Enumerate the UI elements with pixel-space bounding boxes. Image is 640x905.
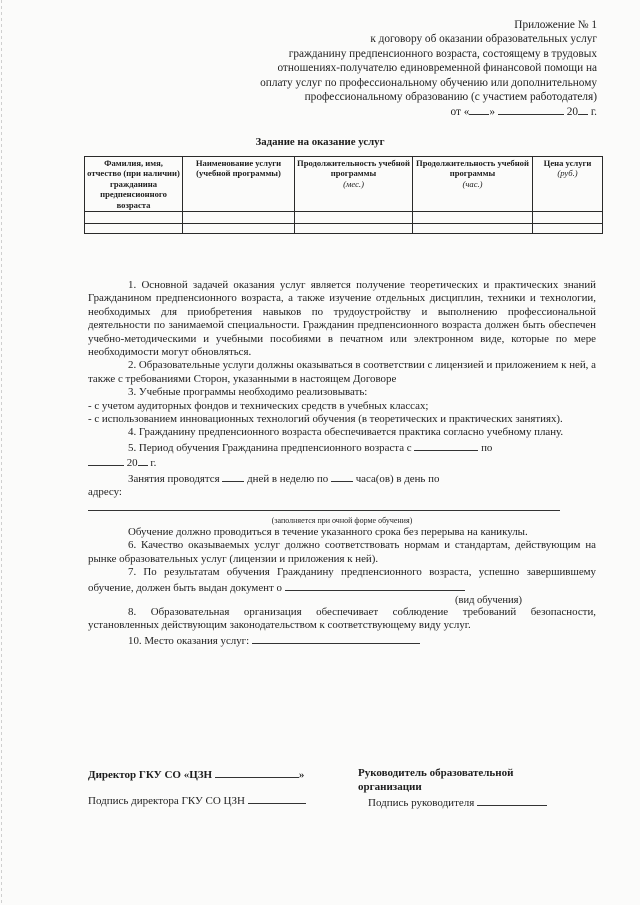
schedule-text: дней в неделю по (247, 472, 329, 485)
clause-5 (88, 440, 596, 471)
table-row (85, 224, 603, 234)
clause-3-item: - с использованием инновационных технологий обучения (в теоретических и практических занятиях). (88, 413, 563, 426)
head-title (358, 766, 513, 794)
table-header-cell (413, 157, 533, 212)
clause-1: 1. Основной задачей оказания услуг является получение теоретических и практических знаний Гражданином предпенсионного возраста, а также изучение отдельных дисциплин, техники и технологии, необходимых для приобретения навыков по трудоустройству и выполнению профессиональной деятельности по занимаемой специальности. Гражданин предпенсионного возраста должен быть обеспечен учебно-методическими и учебными пособиями в печатном или электронном виде, которые по мере необходимости могут обновляться. (88, 279, 596, 359)
table-cell (533, 212, 603, 224)
date-year: 20 (566, 106, 578, 119)
head-signature-label: Подпись руководителя (368, 797, 475, 809)
director-name-blank (215, 767, 299, 778)
day-blank (469, 104, 489, 115)
table-cell (183, 224, 295, 234)
clause-3: 3. Учебные программы необходимо реализовывать: (128, 386, 368, 399)
column-title: Продолжительность учебной программы (416, 158, 529, 179)
table-cell (295, 224, 413, 234)
table-header-cell (295, 157, 413, 212)
director-title-text: Директор ГКУ СО «ЦЗН (88, 769, 213, 781)
date-mid: » (489, 106, 496, 119)
assignment-table (84, 156, 603, 234)
clause-5-cont: Обучение должно проводиться в течение указанного срока без перерыва на каникулы. (128, 525, 528, 538)
director-signature (88, 793, 306, 808)
director-signature-label: Подпись директора ГКУ СО ЦЗН (88, 795, 245, 807)
head-title-line: организации (358, 781, 422, 793)
head-signature-blank (477, 795, 547, 806)
date-suffix: г. (590, 106, 597, 119)
schedule-line (88, 471, 596, 486)
clause-5-text: 5. Период обучения Гражданина предпенсионного возраста с (128, 441, 412, 454)
header-line: Приложение № 1 (514, 19, 597, 31)
clause-10-text: 10. Место оказания услуг: (128, 634, 250, 647)
clause-3-item: - с учетом аудиторных фондов и технических средств в учебных классах; (88, 399, 429, 412)
director-title-end: » (298, 769, 305, 781)
table-cell (413, 224, 533, 234)
table-cell (533, 224, 603, 234)
header-date (205, 104, 597, 119)
table-cell (85, 224, 183, 234)
table-cell (183, 212, 295, 224)
director-signature-blank (248, 793, 306, 804)
clause-8: 8. Образовательная организация обеспечивает соблюдение требований безопасности, установленных действующим законодательством к соответствующему виду услуг. (88, 605, 596, 632)
table-row (85, 212, 603, 224)
header-line: к договору об оказании образовательных услуг (370, 33, 597, 46)
schedule-text: Занятия проводятся (128, 472, 220, 485)
address-line (88, 486, 596, 515)
address-label: адресу: (88, 486, 122, 499)
clause-4: 4. Гражданину предпенсионного возраста обеспечивается практика согласно учебному плану. (128, 426, 564, 439)
clause-2: 2. Образовательные услуги должны оказываться в соответствии с лицензией и приложением к ней, а также с требованиями Сторон, указанными в настоящем Договоре (88, 359, 596, 385)
table-cell (295, 212, 413, 224)
month-blank (498, 104, 564, 115)
table-header-row (85, 157, 603, 212)
column-unit: (руб.) (557, 168, 578, 179)
page-title: Задание на оказание услуг (255, 136, 385, 148)
start-date-blank (414, 440, 478, 451)
clause-5-to: по (481, 441, 493, 454)
place-blank (252, 633, 420, 644)
header-line: оплату услуг по профессиональному обучению или дополнительному (260, 76, 597, 89)
column-unit: (час.) (462, 178, 483, 189)
column-title: Фамилия, имя, отчество (при наличии) гражданина предпенсионного возраста (87, 158, 180, 210)
clause-10 (88, 633, 596, 648)
director-title (88, 767, 304, 782)
end-year-blank (138, 455, 148, 466)
clause-7-text: 7. По результатам обучения Гражданину предпенсионного возраста, успешно завершившему обучение, должен быть выдан документ о (88, 566, 596, 594)
document-type-blank (285, 580, 465, 591)
schedule-text: часа(ов) в день по (355, 472, 440, 485)
table-header-cell (533, 157, 603, 212)
address-blank (88, 500, 560, 511)
column-title: Наименование услуги (учебной программы) (195, 158, 282, 179)
header-line: отношениях-получателю единовременной финансовой помощи на (277, 62, 597, 75)
column-unit: (мес.) (343, 178, 364, 189)
table-header-cell (85, 157, 183, 212)
table-header-cell (183, 157, 295, 212)
column-title: Цена услуги (543, 158, 592, 168)
header-line: гражданину предпенсионного возраста, состоящему в трудовых (288, 47, 597, 60)
table-cell (413, 212, 533, 224)
year-blank (578, 104, 588, 115)
clause-5-year-suffix: г. (150, 457, 157, 470)
head-signature (368, 795, 547, 810)
clause-7 (88, 566, 596, 595)
clause-5-year: 20 (126, 457, 138, 470)
address-note: (заполняется при очной форме обучения) (271, 515, 413, 525)
column-title: Продолжительность учебной программы (297, 158, 410, 179)
appendix-header (205, 18, 597, 120)
table-cell (85, 212, 183, 224)
clause-6: 6. Качество оказываемых услуг должно соответствовать нормам и стандартам, действующим на рынке образовательных услуг (лицензии и приложения к ней). (88, 539, 596, 565)
body-text (88, 279, 596, 648)
date-prefix: от « (450, 106, 470, 119)
head-title-line: Руководитель образовательной (358, 767, 514, 779)
document-type-note: (вид обучения) (455, 594, 522, 606)
days-blank (222, 471, 244, 482)
hours-blank (331, 471, 353, 482)
end-date-blank (88, 455, 124, 466)
header-line: профессиональному образованию (с участием работодателя) (304, 91, 597, 104)
